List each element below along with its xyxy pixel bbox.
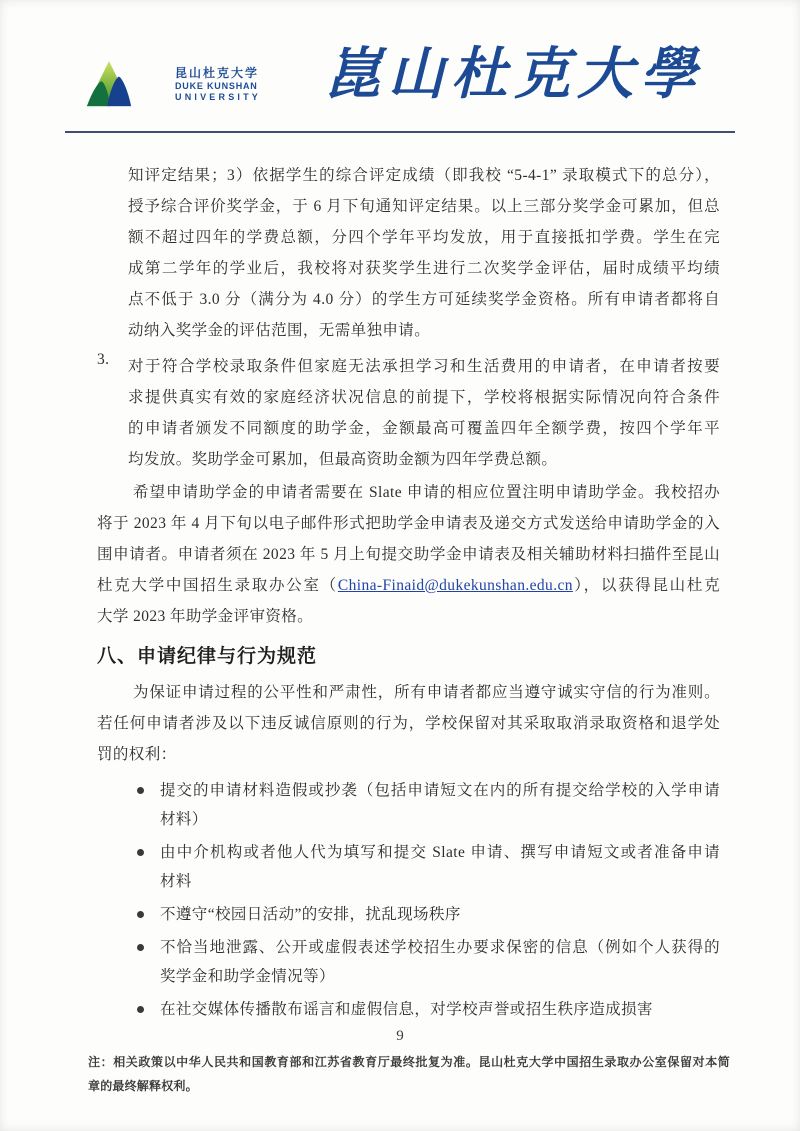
text-line: 将于 2023 年 4 月下旬以电子邮件形式把助学金申请表及递交方式发送给申请助学金的入 [97,515,720,532]
text-line: 不恰当地泄露、公开或虚假表述学校招生办要求保密的信息（例如个人获得的 [160,939,720,956]
text-line: 求提供真实有效的家庭经济状况信息的前提下，学校将根据实际情况向符合条件 [128,389,720,406]
logo-en-name-line1: DUKE KUNSHAN [175,81,258,91]
text-line: 均发放。奖助学金可累加，但最高资助金额为四年学费总额。 [128,451,558,468]
text-line: 材料 [160,873,192,890]
logo-en-name-line2: UNIVERSITY [175,92,262,102]
text-line: 的申请者颁发不同额度的助学金，金额最高可覆盖四年全额学费，按四个学年平 [128,420,720,437]
text-line: 奖学金和助学金情况等） [160,968,335,985]
bullet-icon [137,944,144,951]
footer-note [88,1050,730,1098]
text-line: 不遵守“校园日活动”的安排，扰乱现场秩序 [160,906,461,923]
header-divider [65,131,735,133]
text-line: 为保证申请过程的公平性和严肃性，所有申请者都应当遵守诚实守信的行为准则。 [133,684,720,701]
text-line: 额不超过四年的学费总额，分四个学年平均发放，用于直接抵扣学费。学生在完 [128,229,720,246]
list-item-3-financial-aid [97,351,720,475]
text-line: 大学 2023 年助学金评审资格。 [97,608,314,625]
text-line: 罚的权利： [97,746,177,763]
text-line: 材料） [160,811,208,828]
text-line: 围申请者。申请者须在 2023 年 5 月上旬提交助学金申请表及相关辅助材料扫描件至昆山 [97,546,720,563]
text-line: 授予综合评价奖学金，于 6 月下旬通知评定结果。以上三部分奖学金可累加，但总 [128,198,720,215]
section-heading-discipline: 八、申请纪律与行为规范 [97,646,318,667]
text-line: 在社交媒体传播散布谣言和虚假信息，对学校声誉或招生秩序造成损害 [160,1001,653,1018]
text-line: 若任何申请者涉及以下违反诚信原则的行为，学校保留对其采取取消录取资格和退学处 [97,715,720,732]
paragraph-scholarship-continuation [128,160,720,346]
list-item [137,838,720,896]
bullet-icon [137,1006,144,1013]
email-link[interactable]: China-Finaid@dukekunshan.edu.cn [337,577,573,594]
bullet-icon [137,787,144,794]
list-item [137,995,720,1024]
footer-note-line: 章的最终解释权利。 [88,1079,198,1093]
violation-list [137,776,720,1024]
paragraph-integrity [97,677,720,770]
text-line: 由中介机构或者他人代为填写和提交 Slate 申请、撰写申请短文或者准备申请 [160,844,720,861]
email-line-suffix: ），以获得昆山杜克 [572,577,720,594]
list-item [137,933,720,991]
email-line-prefix: 杜克大学中国招生录取办公室（ [97,577,338,594]
page-header [0,0,800,133]
bullet-icon [137,849,144,856]
footer-note-line: 注：相关政策以中华人民共和国教育部和江苏省教育厅最终批复为准。昆山杜克大学中国招生录取办公室保留对本简 [88,1055,730,1069]
text-line: 成第二学年的学业后，我校将对获奖学生进行二次奖学金评估，届时成绩平均绩 [128,260,720,277]
text-line: 对于符合学校录取条件但家庭无法承担学习和生活费用的申请者，在申请者按要 [128,358,720,375]
text-line: 希望申请助学金的申请者需要在 Slate 申请的相应位置注明申请助学金。我校招办 [133,484,720,501]
logo-wordmark [175,66,305,103]
text-line: 知评定结果；3）依据学生的综合评定成绩（即我校 “5-4-1” 录取模式下的总分）， [128,167,720,184]
page-number: 9 [396,1028,404,1044]
bullet-icon [137,911,144,918]
text-line-with-email [97,570,720,601]
list-item-number: 3. [97,351,110,368]
logo-cn-name: 昆山杜克大学 [175,66,260,80]
text-line: 动纳入奖学金的评估范围，无需单独申请。 [128,322,431,339]
list-item [137,776,720,834]
calligraphy-title: 崑山杜克大學 [325,41,703,107]
list-item [137,900,720,929]
text-line: 提交的申请材料造假或抄袭（包括申请短文在内的所有提交给学校的入学申请 [160,782,720,799]
paragraph-aid-application [97,477,720,632]
mountain-triangle-icon [86,58,132,110]
dku-logo [86,58,262,110]
document-body [0,133,800,1024]
text-line: 点不低于 3.0 分（满分为 4.0 分）的学生方可延续奖学金资格。所有申请者都将自 [128,291,720,308]
